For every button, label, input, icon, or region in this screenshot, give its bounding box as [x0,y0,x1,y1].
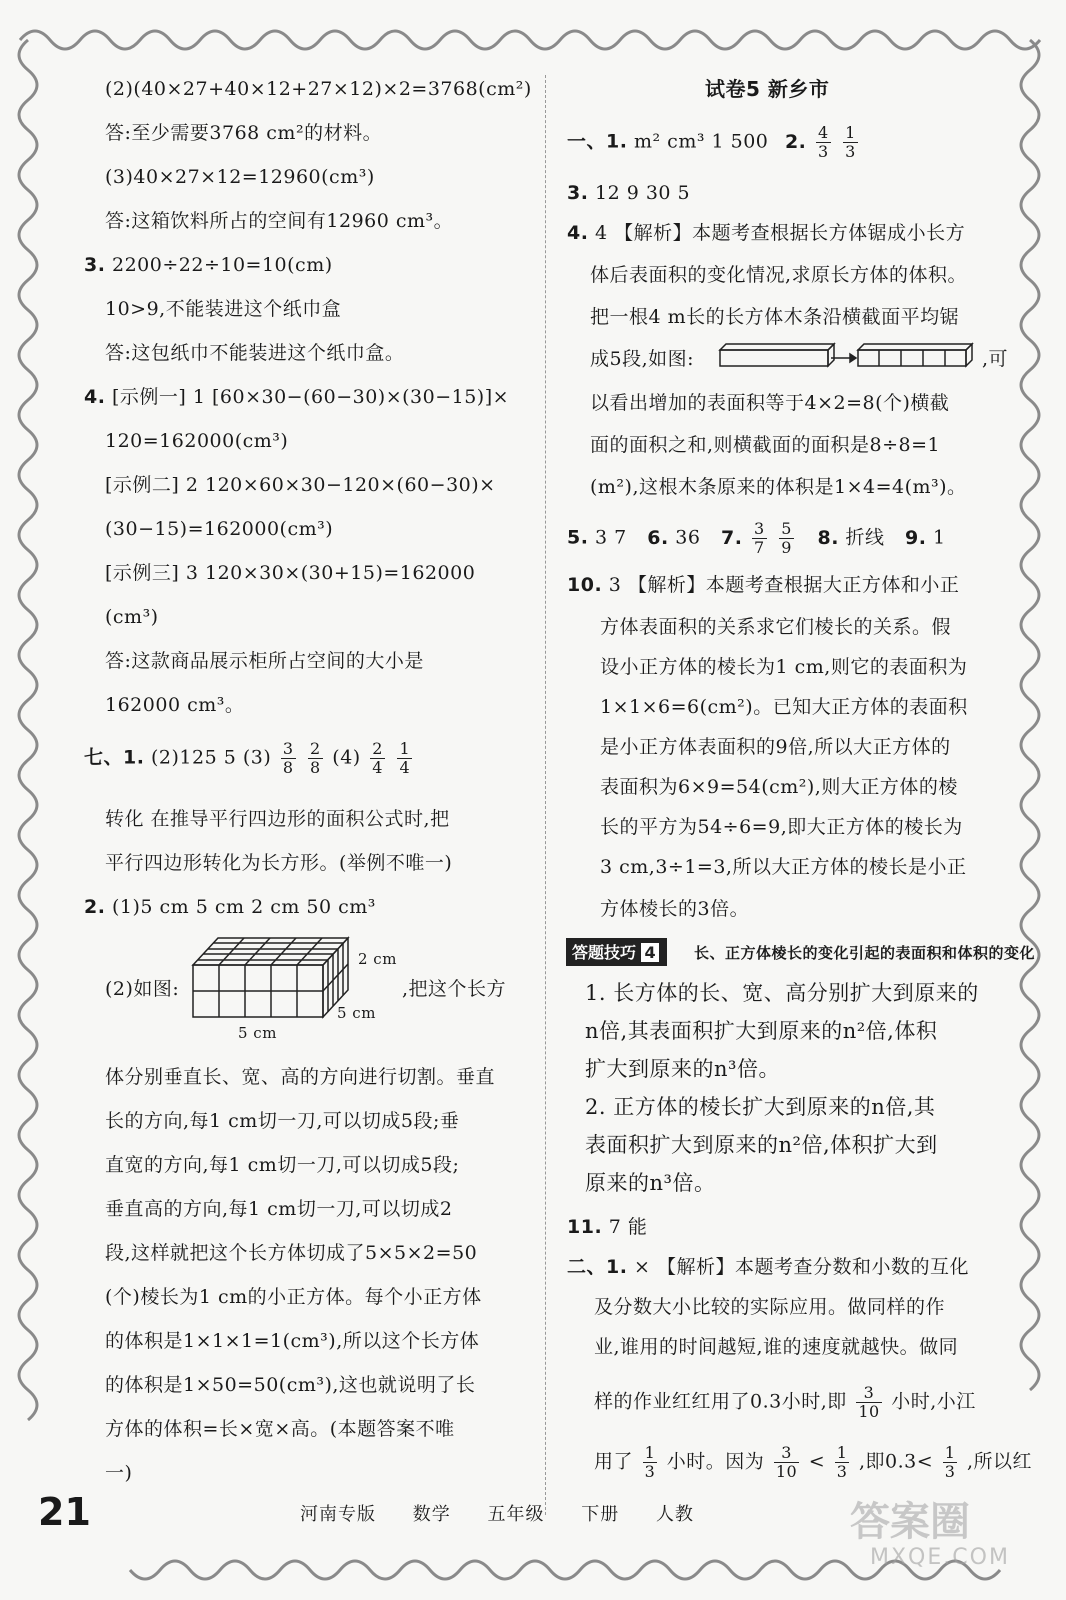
answer-line: (cm³) [105,606,159,628]
fraction: $\frac{3}{10}$ [858,1383,880,1421]
answer-line: 3 cm,3÷1=3,所以大正方体的棱长是小正 [600,856,967,878]
answer-text: 1 [933,526,946,549]
answer-line: 方体的体积=长×宽×高。(本题答案不唯 [105,1418,455,1440]
question-number: 4. [84,386,106,408]
watermark-logo: 答案圈 [850,1499,970,1545]
answer-line: 方体表面积的关系求它们棱长的关系。假 [600,616,952,638]
answer-text: (2)125 5 (3) [151,746,272,769]
answer-line: 直宽的方向,每1 cm切一刀,可以切成5段; [105,1154,460,1176]
question-number: 二、1. [567,1256,628,1278]
answer-line: 答:这箱饮料所占的空间有12960 cm³。 [105,210,454,232]
tip-title: 长、正方体棱长的变化引起的表面积和体积的变化 [694,944,1036,962]
answer-line: (30−15)=162000(cm³) [105,518,334,540]
footer-grade: 五年级 [487,1504,545,1525]
footer-info [300,1500,724,1526]
fraction: $\frac{3}{8}$ [282,739,294,777]
question-10 [567,572,959,598]
answer-text: 7 能 [608,1216,648,1238]
fraction: $\frac{2}{4}$ [372,739,383,777]
fraction: $\frac{2}{8}$ [310,739,321,777]
fraction: $\frac{1}{3}$ [836,1443,848,1481]
answer-line: 162000 cm³。 [105,694,245,716]
fraction: $\frac{1}{3}$ [944,1443,956,1481]
answer-text: 2200÷22÷10=10(cm) [112,254,333,276]
answer-text: ,所以红 [966,1450,1032,1473]
answer-line: 方体棱长的3倍。 [600,898,750,920]
column-divider [545,75,546,1515]
question-3 [84,252,333,278]
fraction: $\frac{1}{4}$ [399,739,411,777]
tip-line: 原来的n³倍。 [585,1171,716,1195]
answer-line: 答:至少需要3768 cm²的材料。 [105,122,383,144]
answer-line: 10>9,不能装进这个纸巾盒 [105,298,342,320]
question-number: 4. [567,222,589,244]
answer-line: (2)(40×27+40×12+27×12)×2=3768(cm²) [105,78,532,100]
question-number: 一、1. [567,130,628,153]
question-number: 七、1. [84,746,145,769]
answer-line: 120=162000(cm³) [105,430,289,452]
question-number: 9. [905,526,927,549]
answer-line: 设小正方体的棱长为1 cm,则它的表面积为 [600,656,968,678]
answer-line: 答:这包纸巾不能装进这个纸巾盒。 [105,342,405,364]
answer-line: 体后表面积的变化情况,求原长方体的体积。 [590,264,968,286]
fraction: $\frac{4}{3}$ [817,123,829,161]
answer-line: ,把这个长方 [402,978,507,1000]
answer-text: [示例一] 1 [60×30−(60−30)×(30−15)]× [112,386,510,408]
answer-line: ,可 [982,348,1009,370]
footer-subject: 数学 [412,1504,451,1525]
answer-line: (2)如图: [105,978,180,1000]
answer-line: 是小正方体表面积的9倍,所以大正方体的 [600,736,951,758]
section-2-q1 [567,1254,969,1280]
question-number: 5. [567,526,589,549]
answer-line: 长的方向,每1 cm切一刀,可以切成5段;垂 [105,1110,460,1132]
answer-text: 小时。因为 [666,1450,765,1473]
tip-line: 2. 正方体的棱长扩大到原来的n倍,其 [585,1095,936,1119]
answer-text: 小时,小江 [891,1390,976,1413]
section-title: 试卷5 新乡市 [705,77,830,101]
question-4 [84,384,509,410]
answer-text: 3 7 [595,526,627,549]
answer-line: 体分别垂直长、宽、高的方向进行切割。垂直 [105,1066,496,1088]
fraction: $\frac{3}{7}$ [754,519,765,557]
answer-line: 答:这款商品展示柜所占空间的大小是 [105,650,424,672]
question-number: 3. [84,254,106,276]
fraction: $\frac{1}{3}$ [845,123,856,161]
answer-text: < [808,1450,826,1473]
answer-line: 垂直高的方向,每1 cm切一刀,可以切成2 [105,1198,453,1220]
tip-badge: 答题技巧 4 [566,938,667,966]
tip-line: 表面积扩大到原来的n²倍,体积扩大到 [585,1133,938,1157]
question-11 [567,1214,647,1240]
question-number: 10. [567,574,603,596]
tip-line: 扩大到原来的n³倍。 [585,1057,780,1081]
fraction: $\frac{1}{3}$ [644,1443,656,1481]
answer-text: ,即0.3< [858,1450,934,1473]
answer-line: [示例二] 2 120×60×30−120×(60−30)× [105,474,496,496]
answer-text: 36 [675,526,701,549]
page-number: 21 [38,1490,91,1534]
answer-line: 表面积为6×9=54(cm²),则大正方体的棱 [600,776,958,798]
answer-text: × 【解析】本题考查分数和小数的互化 [634,1256,969,1278]
answer-line [594,1444,1032,1481]
answer-line: (个)棱长为1 cm的小正方体。每个小正方体 [105,1286,482,1308]
answer-line: 及分数大小比较的实际应用。做同样的作 [594,1296,946,1318]
answer-line: 1×1×6=6(cm²)。已知大正方体的表面积 [600,696,968,718]
answer-text: 12 9 30 5 [595,182,691,204]
answer-text: 折线 [845,526,885,549]
footer-edition: 河南专版 [300,1504,376,1525]
dimension-length: 5 cm [238,1024,277,1042]
fraction: $\frac{5}{9}$ [781,519,792,557]
wood-strip-diagram [718,340,980,374]
answer-line: (3)40×27×12=12960(cm³) [105,166,375,188]
answer-line: 一) [105,1462,133,1484]
fraction: $\frac{3}{10}$ [775,1443,798,1481]
question-number: 8. [817,526,839,549]
footer-publisher: 人教 [655,1504,694,1525]
section-1-q1 [567,124,861,161]
answer-line: 以看出增加的表面积等于4×2=8(个)横截 [590,392,950,414]
answer-line: 转化 在推导平行四边形的面积公式时,把 [105,808,450,830]
dimension-width: 5 cm [337,1004,376,1022]
answer-line: 把一根4 m长的长方体木条沿横截面平均锯 [590,306,960,328]
footer-volume: 下册 [581,1504,620,1525]
answer-line: 段,这样就把这个长方体切成了5×5×2=50 [105,1242,478,1264]
answer-text: (1)5 cm 5 cm 2 cm 50 cm³ [112,896,376,918]
answer-text: (4) [332,746,361,769]
question-4 [567,220,965,246]
answer-line: 业,谁用的时间越短,谁的速度就越快。做同 [594,1336,959,1358]
answer-line: 平行四边形转化为长方形。(举例不唯一) [105,852,453,874]
answer-text: 用了 [594,1450,634,1473]
question-number: 7. [721,526,743,549]
answer-text: 4 【解析】本题考查根据长方体锯成小长方 [595,222,966,244]
answer-text: m² cm³ 1 500 [634,130,769,153]
answer-line [594,1384,976,1421]
section-7-q1 [84,740,415,777]
question-3 [567,180,690,206]
answer-line: 的体积是1×1×1=1(cm³),所以这个长方体 [105,1330,480,1352]
answer-line: 成5段,如图: [590,348,695,370]
answer-line: 的体积是1×50=50(cm³),这也就说明了长 [105,1374,476,1396]
answer-text: 3 【解析】本题考查根据大正方体和小正 [608,574,960,596]
answer-line: 长的平方为54÷6=9,即大正方体的棱长为 [600,816,963,838]
tip-line: 1. 长方体的长、宽、高分别扩大到原来的 [585,981,979,1005]
tip-line: n倍,其表面积扩大到原来的n²倍,体积 [585,1019,938,1043]
dimension-height: 2 cm [358,950,397,968]
question-number: 3. [567,182,589,204]
questions-5-to-9 [567,520,946,557]
answer-line: (m²),这根木条原来的体积是1×4=4(m³)。 [590,476,967,498]
question-number: 6. [647,526,669,549]
question-number: 11. [567,1216,603,1238]
question-2 [84,894,376,920]
answer-line: 面的面积之和,则横截面的面积是8÷8=1 [590,434,941,456]
question-number: 2. [784,130,807,153]
question-number: 2. [84,896,106,918]
answer-line: [示例三] 3 120×30×(30+15)=162000 [105,562,476,584]
watermark-url: MXQE.COM [870,1545,1010,1570]
answer-text: 样的作业红红用了0.3小时,即 [594,1390,847,1413]
